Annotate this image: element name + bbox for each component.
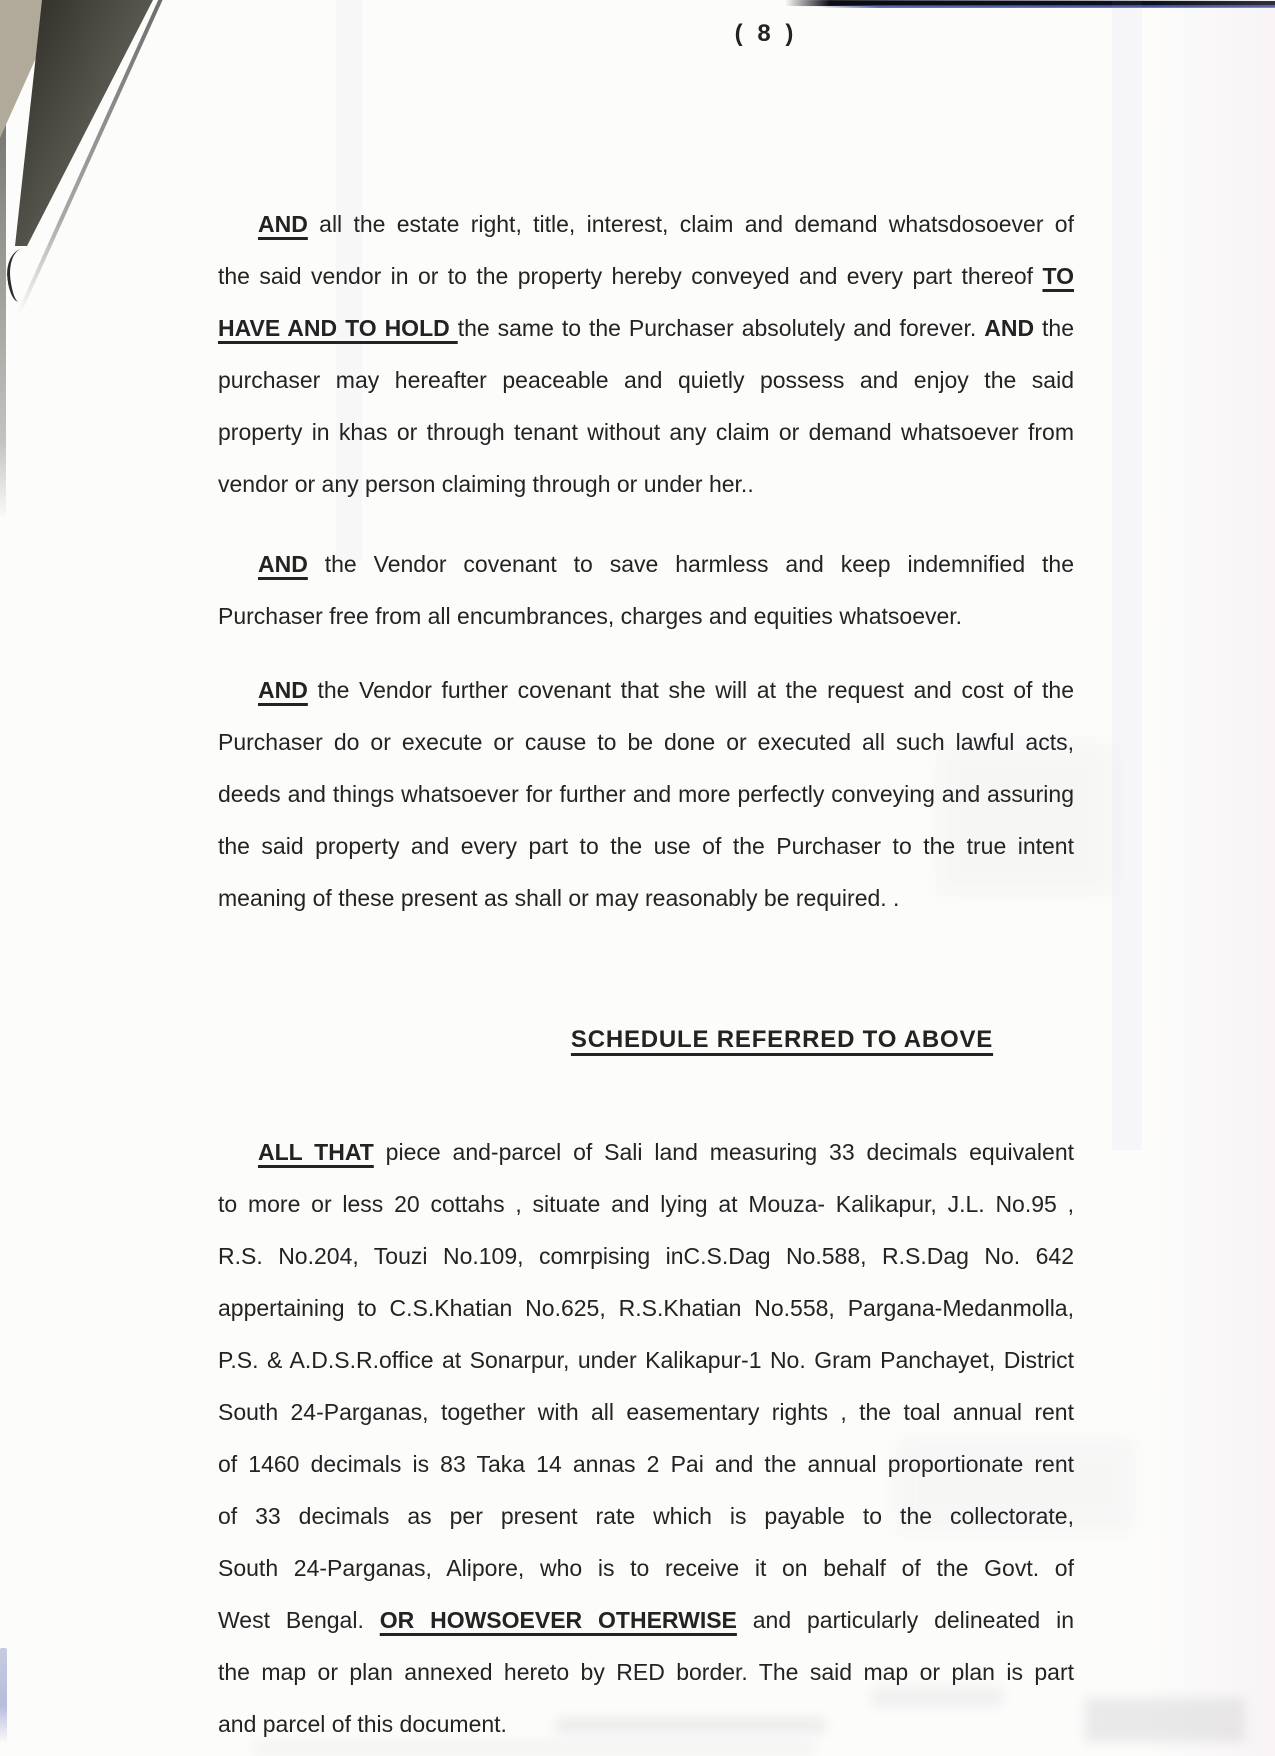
text-segment: to more or less 20 cottahs , situate and lying at Mouza- Kalikapur, J.L. No.95 ,: [218, 1191, 1074, 1217]
text-segment: meaning of these present as shall or may reasonably be required. .: [218, 885, 900, 911]
text-segment: West Bengal.: [218, 1607, 380, 1633]
paragraph-vendor-further-covenant: [218, 664, 1074, 924]
text-line: [218, 820, 1074, 872]
text-segment: AND: [258, 551, 308, 577]
text-segment: deeds and things whatsoever for further and more perfectly conveying and assuring: [218, 781, 1074, 807]
text-segment: Purchaser do or execute or cause to be done or executed all such lawful acts,: [218, 729, 1074, 755]
text-segment: of 33 decimals as per present rate which is payable to the collectorate,: [218, 1503, 1074, 1529]
text-line: [218, 590, 1074, 642]
text-segment: South 24-Parganas, together with all easementary rights , the toal annual rent: [218, 1399, 1074, 1425]
text-line: [218, 1178, 1074, 1230]
page-number: ( 8 ): [734, 20, 798, 47]
text-line: [218, 1230, 1074, 1282]
text-segment: the map or plan annexed hereto by RED border. The said map or plan is part: [218, 1659, 1074, 1685]
text-segment: purchaser may hereafter peaceable and quietly possess and enjoy the said: [218, 367, 1074, 393]
text-segment: TO: [1042, 263, 1074, 289]
text-segment: AND: [984, 315, 1035, 341]
text-line: [218, 1698, 1074, 1750]
scan-streak: [1112, 0, 1142, 1150]
text-line: [218, 1126, 1074, 1178]
text-line: [218, 1646, 1074, 1698]
text-segment: South 24-Parganas, Alipore, who is to receive it on behalf of the Govt. of: [218, 1555, 1074, 1581]
text-segment: appertaining to C.S.Khatian No.625, R.S.Khatian No.558, Pargana-Medanmolla,: [218, 1295, 1074, 1321]
text-segment: of 1460 decimals is 83 Taka 14 annas 2 Pai and the annual proportionate rent: [218, 1451, 1074, 1477]
text-segment: R.S. No.204, Touzi No.109, comrpising inC.S.Dag No.588, R.S.Dag No. 642: [218, 1243, 1074, 1269]
text-line: [218, 1282, 1074, 1334]
text-line: [218, 768, 1074, 820]
text-segment: piece and-parcel of Sali land measuring 33 decimals equivalent: [373, 1139, 1074, 1165]
text-segment: HAVE AND TO HOLD: [218, 315, 458, 341]
text-segment: the: [1034, 315, 1074, 341]
text-line: [218, 250, 1074, 302]
paragraph-to-have-and-to-hold: [218, 198, 1074, 510]
text-line: [218, 302, 1074, 354]
text-line: [218, 1594, 1074, 1646]
text-segment: property in khas or through tenant without any claim or demand whatsoever from: [218, 419, 1074, 445]
text-segment: the said vendor in or to the property hereby conveyed and every part thereof: [218, 263, 1043, 289]
text-line: [218, 1438, 1074, 1490]
text-segment: vendor or any person claiming through or under her..: [218, 471, 754, 497]
text-line: [218, 1542, 1074, 1594]
text-line: [218, 458, 1074, 510]
text-line: [218, 872, 1074, 924]
text-line: [218, 1490, 1074, 1542]
scan-left-lower-mark: [0, 1648, 7, 1744]
text-segment: Purchaser free from all encumbrances, charges and equities whatsoever.: [218, 603, 963, 629]
paragraph-vendor-covenant-harmless: [218, 538, 1074, 642]
text-segment: the Vendor further covenant that she will at the request and cost of the: [307, 677, 1074, 703]
text-segment: ALL THAT: [258, 1139, 374, 1165]
text-line: [218, 716, 1074, 768]
text-segment: and particularly delineated in: [736, 1607, 1074, 1633]
schedule-heading-text: SCHEDULE REFERRED TO ABOVE: [570, 1026, 994, 1053]
text-segment: P.S. & A.D.S.R.office at Sonarpur, under Kalikapur-1 No. Gram Panchayet, District: [218, 1347, 1074, 1373]
scan-right-tint: [1145, 0, 1275, 1756]
text-line: [218, 406, 1074, 458]
text-segment: the Vendor covenant to save harmless and keep indemnified the: [307, 551, 1074, 577]
text-segment: the same to the Purchaser absolutely and forever.: [457, 315, 985, 341]
text-segment: OR HOWSOEVER OTHERWISE: [379, 1607, 737, 1633]
paragraph-schedule-description: [218, 1126, 1074, 1750]
text-line: [218, 1386, 1074, 1438]
text-line: [218, 538, 1074, 590]
text-segment: and parcel of this document.: [218, 1711, 507, 1737]
schedule-heading: [218, 1014, 1210, 1066]
text-line: [218, 198, 1074, 250]
text-line: [218, 1334, 1074, 1386]
text-segment: all the estate right, title, interest, claim and demand whatsdosoever of: [307, 211, 1074, 237]
text-line: [218, 354, 1074, 406]
text-segment: AND: [258, 677, 308, 703]
text-line: [218, 664, 1074, 716]
text-segment: the said property and every part to the use of the Purchaser to the true intent: [218, 833, 1074, 859]
scan-crease-mark: [4, 248, 37, 303]
text-segment: AND: [258, 211, 308, 237]
